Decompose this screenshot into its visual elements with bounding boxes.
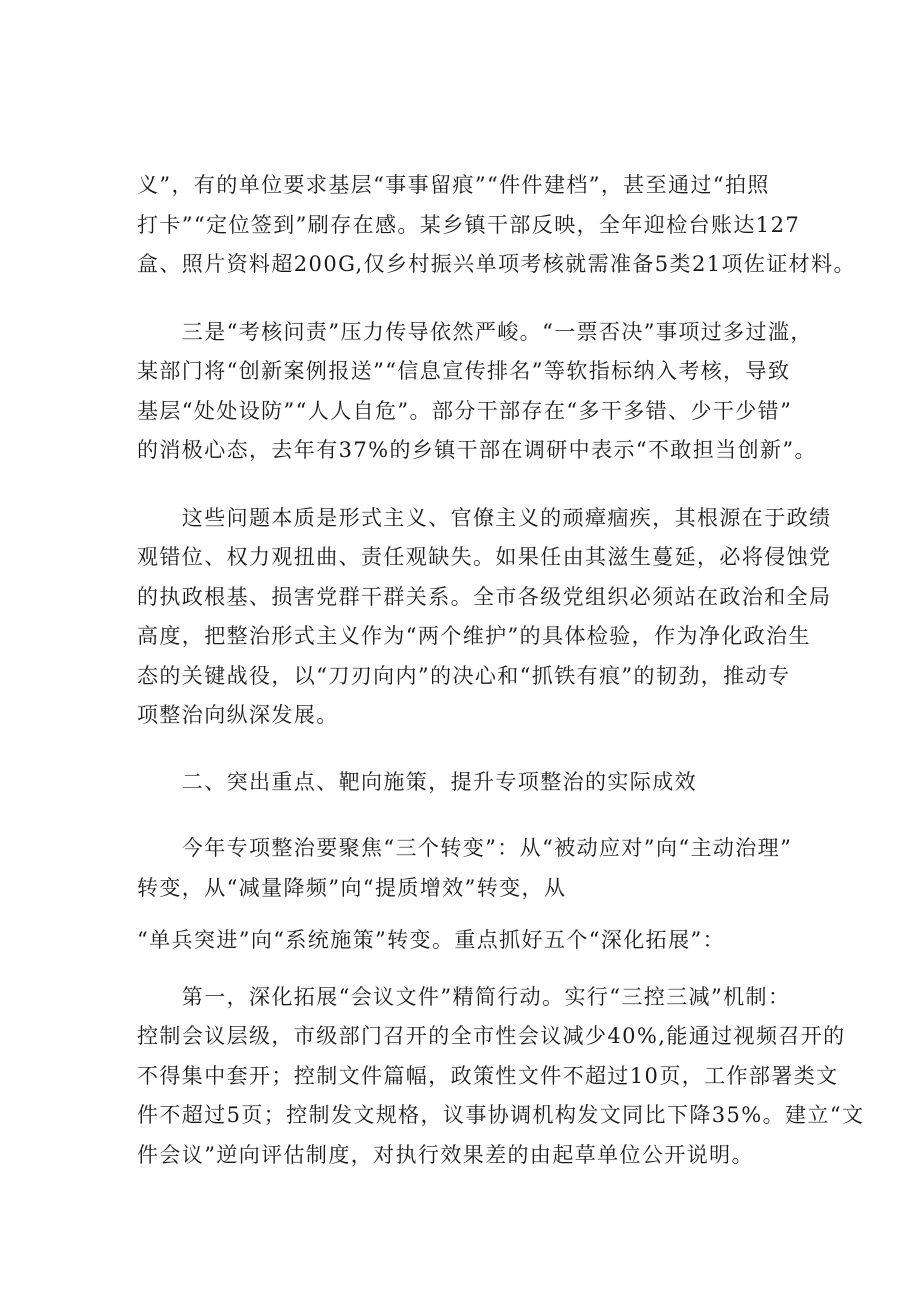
text-line: 件会议”逆向评估制度，对执行效果差的由起草单位公开说明。: [137, 1142, 754, 1167]
text-line: “单兵突进”向“系统施策”转变。重点抓好五个“深化拓展”：: [137, 928, 726, 952]
document-body: [137, 166, 865, 1175]
text-line: 第一，深化拓展“会议文件”精简行动。实行“三控三减”机制：: [137, 984, 791, 1009]
text-line: 高度，把整治形式主义作为“两个维护”的具体检验，作为净化政治生: [137, 624, 811, 648]
text-line: 义”，有的单位要求基层“事事留痕”“件件建档”，甚至通过“拍照: [137, 173, 770, 197]
text-line: 这些问题本质是形式主义、官僚主义的顽瘴痼疾，其根源在于政绩: [137, 505, 832, 530]
text-line: 盒、照片资料超200G,仅乡村振兴单项考核就需准备5类21项佐证材料。: [137, 252, 856, 276]
text-line: 的执政根基、损害党群干群关系。全市各级党组织必须站在政治和全局: [137, 584, 832, 609]
text-line: 某部门将“创新案例报送”“信息宣传排名”等软指标纳入考核，导致: [137, 359, 791, 383]
paragraph-gap: [137, 736, 797, 763]
text-line: 基层“处处设防”“人人自危”。部分干部存在“多干多错、少干少错”: [137, 398, 793, 423]
text-line: 不得集中套开；控制文件篇幅，政策性文件不超过10页，工作部署类文: [137, 1063, 839, 1088]
text-line: 项整治向纵深发展。: [137, 703, 339, 727]
paragraph-gap: [137, 961, 797, 978]
text-line: 的消极心态，去年有37%的乡镇干部在调研中表示“不敢担当创新”。: [137, 438, 817, 462]
text-line: 今年专项整治要聚焦“三个转变”：从“被动应对”向“主动治理”: [137, 836, 793, 860]
text-line: 转变，从“减量降频”向“提质增效”转变，从: [137, 875, 567, 900]
text-line: 打卡”“定位签到”刷存在感。某乡镇干部反映，全年迎检台账达127: [137, 212, 801, 237]
text-line: 三是“考核问责”压力传导依然严峻。“一票否决”事项过多过滥，: [137, 319, 813, 344]
text-line: 态的关键战役，以“刀刃向内”的决心和“抓铁有痕”的韧劲，推动专: [137, 663, 791, 688]
section-heading: 二、突出重点、靶向施策，提升专项整治的实际成效: [137, 769, 697, 794]
text-line: 控制会议层级，市级部门召开的全市性会议减少40%,能通过视频召开的: [137, 1024, 846, 1048]
text-line: 件不超过5页；控制发文规格，议事协调机构发文同比下降35%。建立“文: [137, 1103, 865, 1127]
paragraph-gap: [137, 802, 797, 829]
paragraph-gap: [137, 471, 797, 499]
paragraph-gap: [137, 285, 797, 313]
paragraph-gap: [137, 908, 797, 921]
text-line: 观错位、权力观扭曲、责任观缺失。如果任由其滋生蔓延，必将侵蚀党: [137, 545, 832, 569]
